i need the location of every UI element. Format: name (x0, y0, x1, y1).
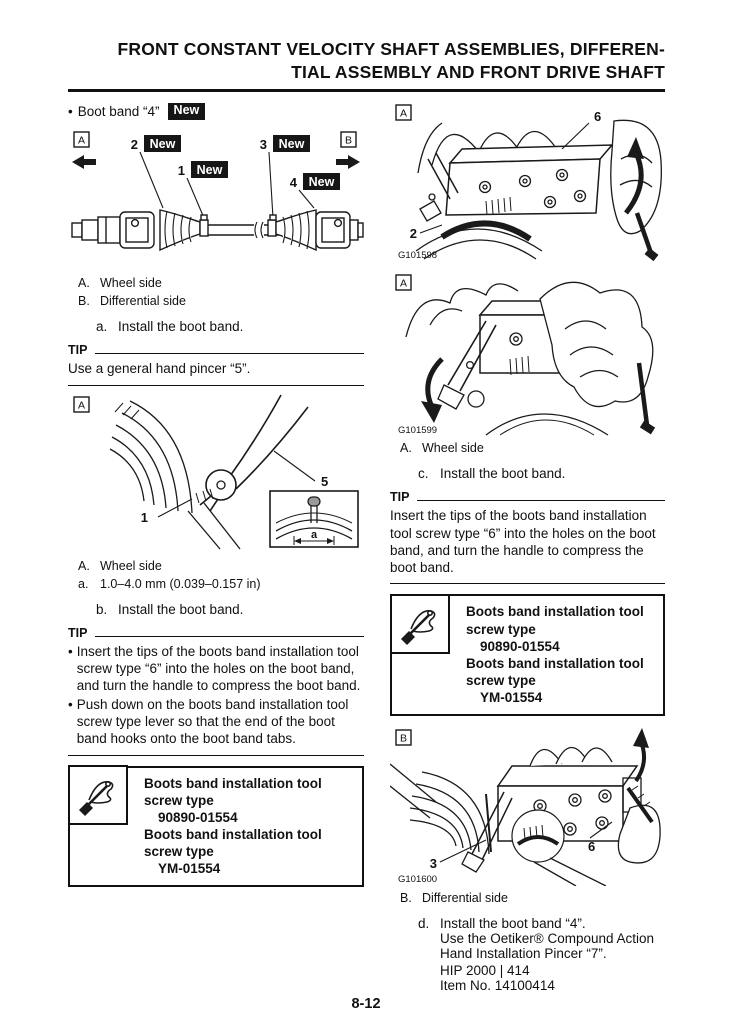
left-column (68, 101, 364, 993)
label-6: 6 (588, 839, 596, 855)
bullet-dot: • (68, 104, 73, 120)
arrow-right-icon (336, 155, 360, 169)
label-3: 3 (429, 856, 437, 872)
page-title-line1: FRONT CONSTANT VELOCITY SHAFT ASSEMBLIES, DIFFEREN- (117, 39, 665, 59)
tip-rule (95, 353, 364, 354)
page-header (68, 38, 665, 92)
new-badge-label: New (278, 137, 305, 152)
tip-section-1 (68, 343, 364, 385)
step-d-line2: Use the Oetiker® Compound Action Hand Installation Pincer “7”. (440, 931, 655, 962)
figure-g101599 (390, 267, 665, 437)
tip-section-3 (390, 490, 665, 584)
caption-differential-side: B. Differential side (78, 294, 186, 309)
tip-label: TIP (68, 625, 88, 640)
caption-wheel-side: A. Wheel side (400, 441, 484, 456)
boot-band-label: Boot band “4” (77, 104, 160, 120)
tip-end-rule (390, 583, 665, 584)
ref-a: A (77, 399, 86, 412)
ref-a: A (77, 134, 86, 147)
tool-name: Boots band installation tool (466, 655, 644, 671)
label-1: 1 (177, 163, 185, 179)
new-badge-label: New (196, 163, 223, 178)
ref-a: A (399, 277, 408, 290)
tool-number: 90890-01554 (158, 809, 238, 825)
dim-a: a (310, 528, 318, 541)
tip-bullet-1: • Insert the tips of the boots band installation tool screw type “6” into the holes on the boot band, and turn the handle to compress the boot band. (68, 643, 361, 694)
tool-number: YM-01554 (480, 690, 543, 706)
tip-bullet-2: • Push down on the boots band installation tool screw type lever so that the end of the boot band hooks onto the boot band tabs. (68, 696, 349, 747)
tool-number: 90890-01554 (480, 638, 560, 654)
caption-wheel-side: A. Wheel side (78, 558, 162, 573)
tool-type: screw type (466, 621, 536, 637)
label-3: 3 (259, 137, 267, 153)
tip-section-2 (68, 626, 364, 756)
tool-name: Boots band installation tool (466, 604, 644, 620)
label-2: 2 (130, 137, 138, 153)
tool-type: screw type (466, 672, 536, 688)
tip-label: TIP (390, 490, 410, 505)
tool-icon (390, 594, 450, 654)
step-b: b. Install the boot band. (96, 601, 244, 617)
tool-icon (68, 765, 128, 825)
special-tool-box (390, 594, 665, 716)
new-badge-label: New (308, 175, 335, 190)
label-4: 4 (289, 175, 297, 191)
arrow-left-icon (72, 155, 96, 169)
label-2: 2 (409, 226, 417, 242)
figure-code: G101598 (398, 250, 438, 262)
figure-g101600 (390, 726, 665, 886)
tool-type: screw type (144, 844, 214, 860)
special-tool-box (68, 766, 364, 888)
figure-hand-pincer (68, 393, 364, 551)
figure-code: G101599 (398, 425, 438, 437)
new-badge-label: New (149, 137, 176, 152)
right-column (390, 101, 665, 993)
page-title-line2: TIAL ASSEMBLY AND FRONT DRIVE SHAFT (291, 62, 665, 83)
page-number: 8-12 (351, 996, 381, 1012)
figure-g101598 (390, 101, 665, 261)
step-d: d. Install the boot band “4”. Use the Oetiker® Compound Action Hand Installation Pincer “7”. HIP 2000 | 414 Item No. 14100414 (390, 916, 665, 993)
step-a: a. Install the boot band. (96, 319, 244, 335)
tip-text: Use a general hand pincer “5”. (68, 361, 251, 377)
page-title (68, 38, 665, 92)
tool-name: Boots band installation tool (144, 775, 322, 791)
rotate-arrow-icon (633, 728, 649, 748)
caption-dimension-a: a. 1.0–4.0 mm (0.039–0.157 in) (78, 576, 261, 591)
tip-rule (417, 500, 665, 501)
tip-end-rule (68, 385, 364, 386)
label-1: 1 (140, 509, 148, 525)
label-6: 6 (594, 109, 602, 125)
boot-band-bullet (68, 103, 364, 120)
caption-wheel-side: A. Wheel side (78, 276, 162, 291)
press-down-arrow-icon (421, 401, 442, 423)
tool-name: Boots band installation tool (144, 826, 322, 842)
step-d-line4: Item No. 14100414 (440, 978, 555, 994)
figure-code: G101600 (398, 874, 438, 886)
label-5: 5 (321, 473, 329, 489)
step-c: c. Install the boot band. (418, 466, 566, 482)
ref-b: B (399, 732, 408, 745)
tool-number: YM-01554 (158, 861, 221, 877)
ref-b: B (344, 134, 353, 147)
tip-text: Insert the tips of the boots band installation tool screw type “6” into the holes on the boot band, and turn the handle to compress the boot band. (390, 508, 656, 576)
tip-rule (95, 636, 364, 637)
new-badge: New (168, 103, 206, 120)
caption-differential-side: B. Differential side (400, 891, 508, 906)
tip-label: TIP (68, 343, 88, 358)
tip-end-rule (68, 755, 364, 756)
ref-a: A (399, 107, 408, 120)
step-d-line1: Install the boot band “4”. (440, 916, 586, 932)
step-d-line3: HIP 2000 | 414 (440, 963, 530, 979)
figure-shaft-assembly (68, 122, 364, 262)
tool-type: screw type (144, 792, 214, 808)
